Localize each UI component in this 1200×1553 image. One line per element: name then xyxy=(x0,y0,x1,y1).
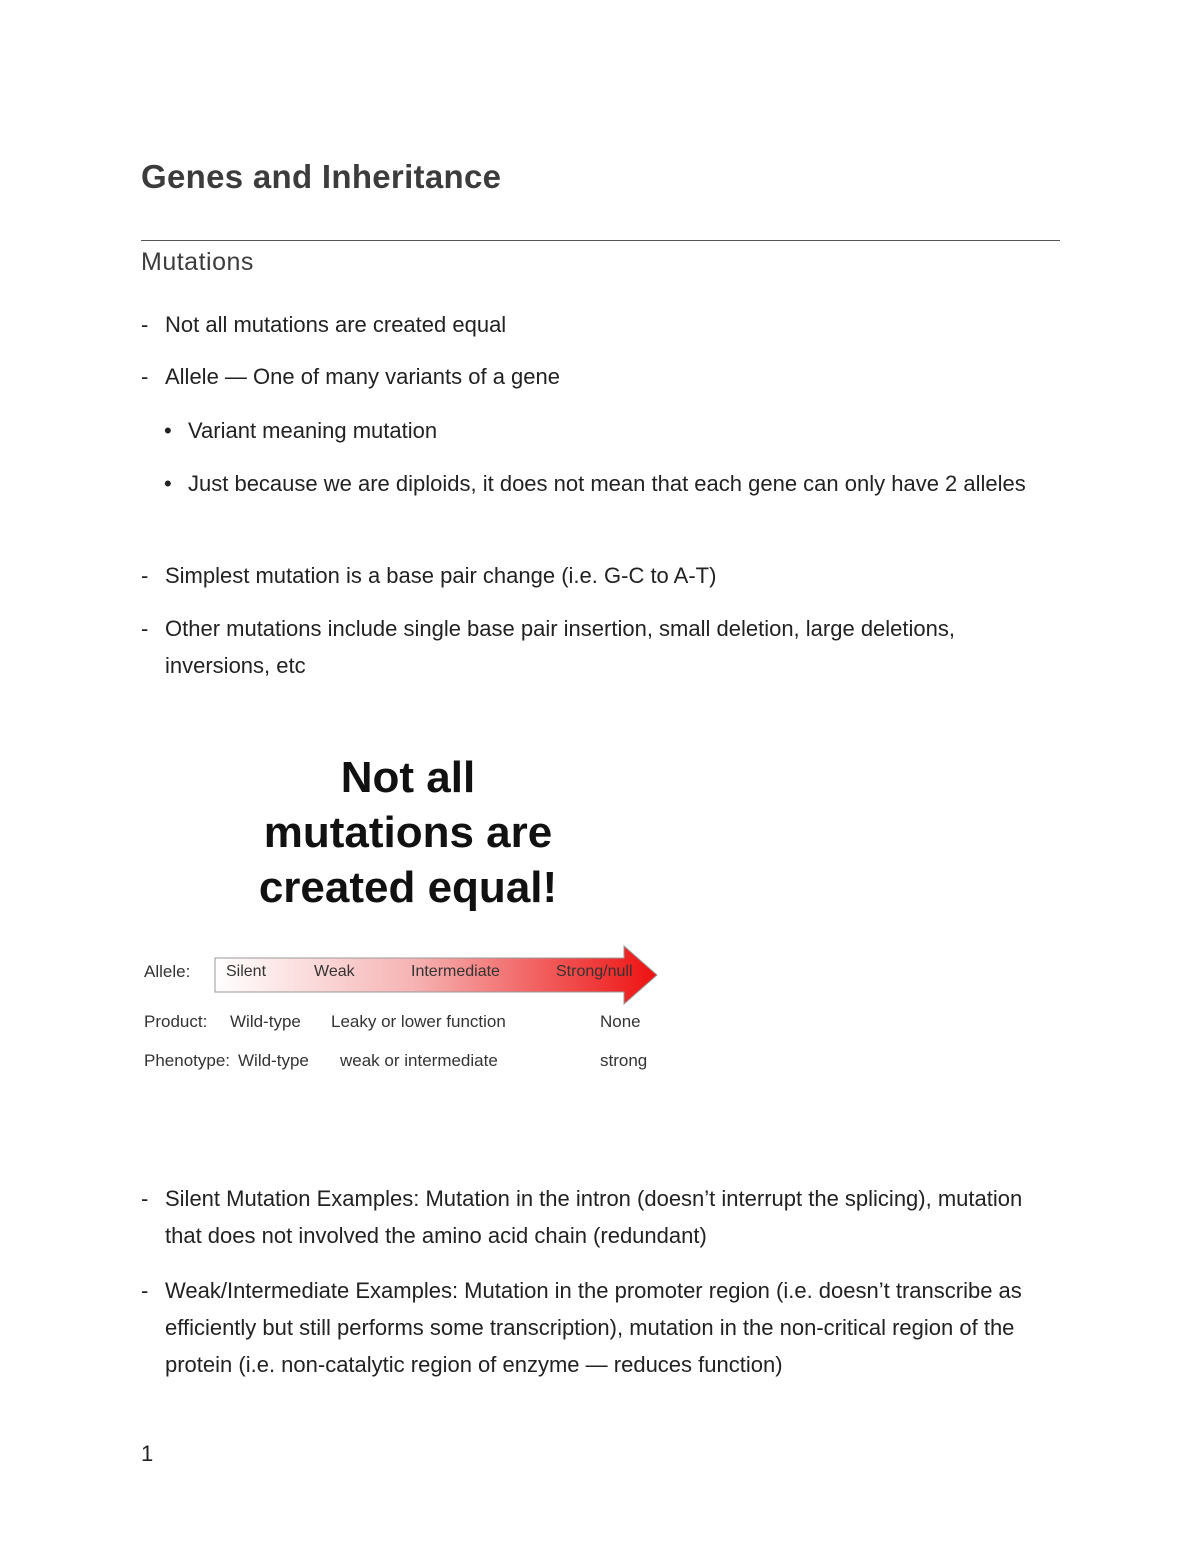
list-item xyxy=(141,1180,1041,1254)
page-number: 1 xyxy=(141,1441,154,1466)
allele-class-silent: Silent xyxy=(226,963,267,980)
list-item-text: Just because we are diploids, it does not mean that each gene can only have 2 alleles xyxy=(188,471,1026,496)
dash-marker: - xyxy=(141,1278,149,1303)
list-item-text: Not all mutations are created equal xyxy=(165,312,507,337)
phenotype-row-label: Phenotype: xyxy=(144,1051,231,1070)
allele-class-intermediate: Intermediate xyxy=(411,963,500,980)
bullet-marker: • xyxy=(164,418,172,443)
list-item-text: Silent Mutation Examples: Mutation in the intron (doesn’t interrupt the splicing), mutation that does not involved the amino acid chain (redundant) xyxy=(165,1186,1023,1248)
dash-marker: - xyxy=(141,312,149,337)
product-none: None xyxy=(600,1012,641,1031)
allele-class-strong-null: Strong/null xyxy=(556,963,633,980)
product-leaky: Leaky or lower function xyxy=(331,1012,506,1031)
product-row-label: Product: xyxy=(144,1012,208,1031)
list-item-text: Variant meaning mutation xyxy=(188,418,438,443)
page-title: Genes and Inheritance xyxy=(141,158,502,195)
section-heading: Mutations xyxy=(141,248,254,276)
dash-marker: - xyxy=(141,1186,149,1211)
sub-list-item xyxy=(164,412,1034,449)
list-item xyxy=(141,557,1041,594)
allele-row-label: Allele: xyxy=(144,962,191,981)
dash-marker: - xyxy=(141,563,149,588)
bullet-marker: • xyxy=(164,471,172,496)
list-item xyxy=(141,306,1041,343)
product-wild-type: Wild-type xyxy=(230,1012,301,1031)
phenotype-strong: strong xyxy=(600,1051,648,1070)
list-item-text: Other mutations include single base pair insertion, small deletion, large deletions, inversions, etc xyxy=(165,616,955,678)
allele-class-weak: Weak xyxy=(314,963,355,980)
list-item-text: Allele — One of many variants of a gene xyxy=(165,364,560,389)
sub-list-item xyxy=(164,465,1034,502)
figure-title: Not all mutations are created equal! xyxy=(258,753,558,912)
phenotype-wild-type: Wild-type xyxy=(238,1051,309,1070)
list-item xyxy=(141,1272,1041,1383)
list-item xyxy=(141,358,1041,395)
title-divider xyxy=(141,240,1060,241)
list-item-text: Weak/Intermediate Examples: Mutation in the promoter region (i.e. doesn’t transcribe as efficiently but still performs some transcription), mutation in the non-critical region of the protein (i.e. non-catalytic region of enzyme — reduces function) xyxy=(165,1278,1022,1377)
list-item-text: Simplest mutation is a base pair change (i.e. G-C to A-T) xyxy=(165,563,717,588)
dash-marker: - xyxy=(141,616,149,641)
mutation-spectrum-figure xyxy=(138,750,668,1080)
dash-marker: - xyxy=(141,364,149,389)
list-item xyxy=(141,610,1041,684)
phenotype-weak: weak or intermediate xyxy=(340,1051,498,1070)
